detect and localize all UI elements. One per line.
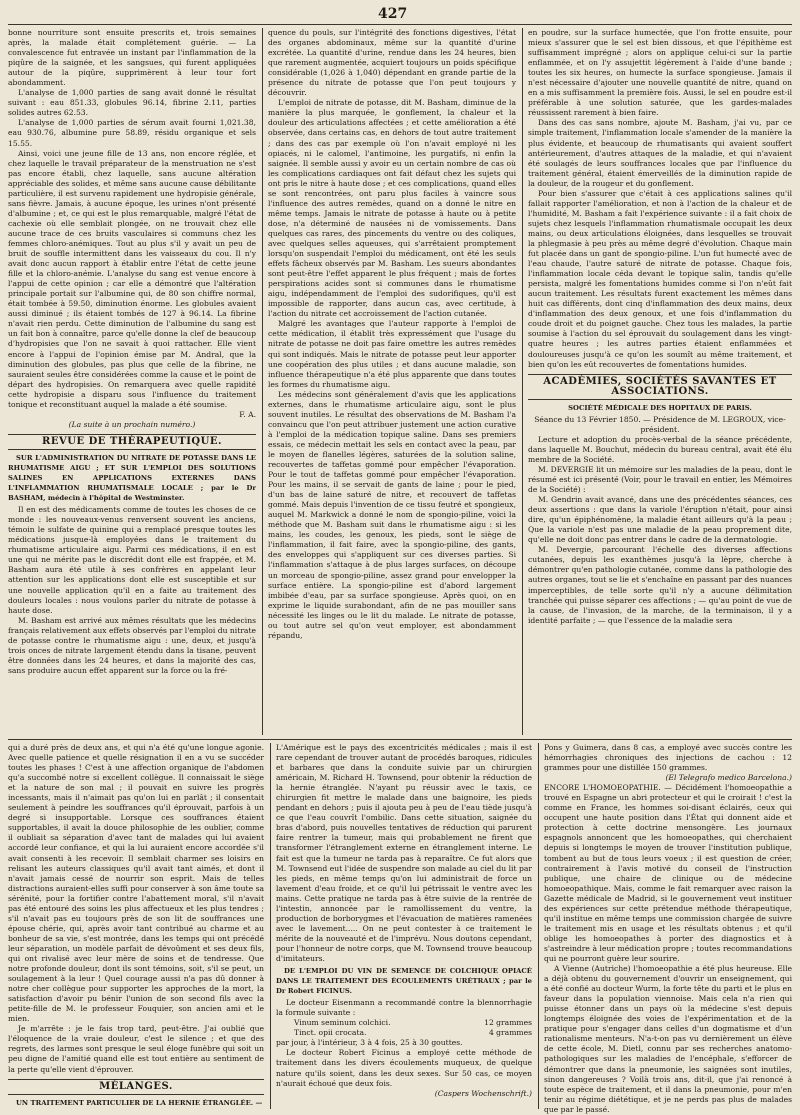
paragraph: M. DEVERGIE lit un mémoire sur les maladies de la peau, dont le résumé est ici présenté (Voir, pour le travail en entier, les Mémoires de la Société) : (528, 464, 792, 495)
paragraph: Pour bien s'assurer que c'était à ces applications salines qu'il fallait rapporter l'amélioration, et non à l'action de la chaleur et de l'humidité, M. Basham a fait l'expérience suivante : il a fait choix de sujets chez lesquels l'inflammation rhumatismale occupait les deux mains, ou deux articulations éloignées, dans lesquelles se trouvait la phlegmasie à peu près au même degré d'évolution. Chaque main fut placée dans un gant de spongio-piline. L'un fut humecté avec de l'eau chaude, l'autre saturé de nitrate de potasse. Chaque fois, l'inflammation locale céda devant le topique salin, tandis qu'elle persista, malgré les fomentations humides comme si l'on n'eût fait aucun traitement. Les résultats furent exactement les mêmes dans huit cas différents, dont cinq d'inflammation des deux mains, deux d'inflammation des deux genoux, et une fois d'inflammation du coude droit et du poignet gauche. Chez tous les malades, la partie soumise à l'action du sel éprouvait du soulagement dans les vingt-quatre heures ; les autres parties étaient enflammées et douloureuses jusqu'à ce qu'on les soumît au même traitement, et bien qu'on les eût recouvertes de fomentations humides. (528, 188, 792, 369)
suite-note (8, 420, 256, 430)
article-title-basham: SUR L'ADMINISTRATION DU NITRATE DE POTASSE DANS LE RHUMATISME AIGU ; ET SUR L'EMPLOI DES SOLUTIONS SALINES EN APPLICATIONS EXTERNES DANS L'INFLAMMATION RHUMATISMALE LOCALE ; par le Dr BASHAM, médecin à l'hôpital de Westminster. (8, 453, 256, 503)
paragraph: Malgré les avantages que l'auteur rapporte à l'emploi de cette médication, il établit très expressément que l'usage du nitrate de potasse ne doit pas faire omettre les autres remèdes qui sont indiqués. Mais le nitrate de potasse peut leur apporter une coopération des plus utiles ; et dans aucune maladie, son influence thérapeutique n'a été plus apparente que dans toutes les formes du rhumatisme aigu. (268, 319, 516, 389)
column-4 (8, 743, 264, 1109)
section-heading-academies: ACADÉMIES, SOCIÉTÉS SAVANTES ET ASSOCIATIONS. (528, 374, 792, 400)
formula-item: Vinum seminum colchici. (294, 1018, 391, 1028)
formula-row (294, 1028, 532, 1038)
section-heading-therapeutique: REVUE DE THÉRAPEUTIQUE. (8, 434, 256, 450)
column-divider (522, 28, 523, 735)
paragraph: L'analyse de 1,000 parties de sérum avait fourni 1,021.38, eau 930.76, albumine pure 58.89, résidu organique et sels 15.55. (8, 118, 256, 148)
paragraph: bonne nourriture sont ensuite prescrits et, trois semaines après, la malade était complétement guérie. — La convalescence fut entravée un instant par l'inflammation de la piqûre de la saignée, et les sangsues, qui furent appliquées autour de la piqûre, supprimèrent à leur tour fort abondamment. (8, 28, 256, 88)
formula-dose: 4 grammes (488, 1028, 532, 1038)
formula (276, 1018, 532, 1038)
formula-note: par jour, à l'intérieur, 3 à 4 fois, 25 à 30 gouttes. (276, 1038, 463, 1048)
source-text: (El Telegrafo medico Barcelona.) (665, 773, 792, 783)
paragraph: Ainsi, voici une jeune fille de 13 ans, non encore réglée, et chez laquelle le travail préparateur de la menstruation ne s'est pas encore établi, chez laquelle, sans aucune altération appréciable des solides, et même sans aucune cause débilitante particulière, il est survenu rapidement une hydropisie générale, sans fièvre. Jamais, à aucune époque, les urines n'ont présenté d'albumine ; et, ce qui est le plus remarquable, malgré l'état de cachexie où elle semblait plongée, on ne trouvait chez elle aucune trace de ces bruits vasculaires si communs chez les femmes chloro-anémiques. Tout au plus s'il y avait un peu de bruit de souffle intermittent dans les vaisseaux du cou. Il n'y avait donc aucun rapport à établir entre l'état de cette jeune fille et la chloro-anémie. L'analyse du sang est venue encore à l'appui de cette opinion ; car elle a démontré que l'altération principale portait sur l'albumine qui, de 80 son chiffre normal, était tombée à 59.50, diminution énorme. Les globules avaient aussi diminué ; ils étaient tombés de 127 à 96.14. La fibrine n'avait rien perdu. Cette diminution de l'albumine du sang est un fait bon à connaître, parce qu'elle donne la clef de beaucoup d'hydropisies que l'on ne savait à quoi rattacher. Elle vient encore à l'appui de l'opinion émise par M. Andral, que la diminution des globules, pas plus que celle de la fibrine, ne sauraient seules être considérées comme la cause et le point de départ des hydropisies. On remarquera avec quelle rapidité cette hydropisie a disparu sous l'influence du traitement tonique et reconstituant auquel la malade a été soumise. (8, 148, 256, 409)
paragraph: Je m'arrête : je le fais trop tard, peut-être. J'ai oublié que l'éloquence de la vraie douleur, c'est le silence ; et que des regrets, des larmes sont presque le seul éloge funèbre qui soit un peu digne de l'amitié quand elle est tout entière au sentiment de la perte qu'elle vient d'éprouver. (8, 1024, 264, 1074)
source-citation (544, 773, 792, 783)
column-6 (544, 743, 792, 1114)
paragraph: L'analyse de 1,000 parties de sang avait donné le résultat suivant : eau 851.33, globules 96.14, fibrine 2.11, parties solides autres 62.53. (8, 88, 256, 118)
formula-dose: 12 grammes (484, 1018, 532, 1028)
paragraph: Lecture et adoption du procès-verbal de la séance précédente, dans laquelle M. Bouchut, médecin du bureau central, avait été élu membre de la Société. (528, 434, 792, 464)
section-heading-melanges: MÉLANGES. (8, 1079, 264, 1095)
source-text: (Caspers Wochenschrift.) (434, 1088, 532, 1098)
article-title-hernie: UN TRAITEMENT PARTICULIER DE LA HERNIE ÉTRANGLÉE. — (16, 1098, 263, 1107)
column-5 (276, 743, 532, 1109)
header-rule (8, 24, 792, 25)
paragraph: Dans des cas sans nombre, ajoute M. Basham, j'ai vu, par ce simple traitement, l'inflammation locale s'amender de la manière la plus évidente, et beaucoup de rhumatisants qui avaient souffert antérieurement, d'autres attaques de la maladie, et qui n'avaient été soulagés de leurs souffrances locales que par l'influence du traitement général, étaient émerveillés de la diminution rapide de la douleur, de la rougeur et du gonflement. (528, 118, 792, 188)
paragraph: A Vienne (Autriche) l'homoeopathie a été plus heureuse. Elle a déjà obtenu du gouvernement d'ouvrir un enseignement, qui a été confié au docteur Wurm, la forte tête du parti et le plus en faveur dans la population viennoise. Mais cela n'a rien qui puisse étonner dans un pays où la médecine s'est depuis longtemps éloignée des voies de l'expérimentation et de la pratique pour s'engager dans celles d'un dogmatisme et d'un rationalisme menteurs. N'a-t-on pas vu dernièrement un élève de cette école, M. Dietl, connu par ses recherches anatomo-pathologiques sur les maladies de l'encéphale, s'efforcer de démontrer que dans la pneumonie, les saignées sont inutiles, sinon dangereuses ? Voilà trois ans, dit-il, que j'ai renoncé à toute espèce de traitement, et il dans la pneumonie, pour m'en tenir au régime diététique, et je ne perds pas plus de malades que par le passé. (544, 964, 792, 1114)
column-divider (262, 28, 263, 735)
paragraph: Le docteur Robert Ficinus a employé cette méthode de traitement dans les divers écoulements muqueux, de quelque nature qu'ils soient, dans les deux sexes. Sur 50 cas, ce moyen n'aurait échoué que deux fois. (276, 1048, 532, 1088)
seance-line: Séance du 13 Février 1850. — Présidence de M. LEGROUX, vice-président. (534, 414, 786, 434)
paragraph: Les médecins sont généralement d'avis que les applications externes, dans le rhumatisme articulaire aigu, sont le plus souvent inutiles. Le résultat des observations de M. Basham l'a convaincu que l'on peut attribuer justement une action curative à l'emploi de la médication topique saline. Dans ses premiers essais, ce médecin mettait les sels en contact avec la peau, par le moyen de flanelles légères, saturées de la solution saline, recouvertes de taffetas gommé pour empêcher l'évaporation. Pour le tout de taffetas gommé pour empêcher l'évaporation. Pour les mains, il se servait de gants de laine ; pour le pied, d'un bas de laine saturé de nitre, et recouvert de taffetas gommé. Mais depuis l'invention de ce tissu feutré et spongieux, auquel M. Markwick a donné le nom de spongio-piline, voici la méthode que M. Basham suit dans le rhumatisme aigu : si les mains, les coudes, les genoux, les pieds, sont le siège de l'inflammation, il fait faire, avec la spongio-piline, des gants, des enveloppes qui s'appliquent sur ces diverses parties. Si l'inflammation s'attaque à de plus larges surfaces, on découpe un morceau de spongio-piline, assez grand pour envelopper la surface entière. La spongio-piline est d'abord largement imbibée d'eau, par sa surface spongieuse. Après quoi, on en exprime le liquide surabondant, afin de ne pas mouiller sans nécessité les linges ou le lit du malade. Le nitrate de potasse, ou tout autre sel qu'on veut employer, est abondamment répandu, (268, 389, 516, 640)
paragraph: L'Amérique est le pays des excentricités médicales ; mais il est rare cependant de trouver autant de procédés baroques, ridicules et barbares que dans la conduite suivie par un chirurgien américain, M. Richard H. Townsend, pour obtenir la réduction de la hernie étranglée. N'ayant pu réussir avec le taxis, ce chirurgien fit mettre le malade dans une baignoire, les pieds pendant en dehors ; puis il ajouta peu à peu de l'eau tiède jusqu'à ce que l'eau couvrît l'ombilic. Dans cette situation, saignée du bras d'abord, puis nouvelles tentatives de réduction qui parurent faire rentrer la tumeur, mais qui probablement ne firent que transformer l'étranglement externe en étranglement interne. Le fait est que la tumeur ne tarda pas à reparaître. Ce fut alors que M. Townsend eut l'idée de suspendre son malade au ciel du lit par les pieds, en même temps qu'on lui administrait de force un lavement d'eau froide, et ce qu'il lui pétrissait le ventre avec les mains. Cette pratique ne tarda pas à être suivie de la rentrée de l'intestin, annoncée par le ramollissement du ventre, la production de borborygmes et l'évacuation de matières ramenées avec le lavement..... On ne peut contester à ce traitement le mérite de la nouveauté et de l'imprévu. Nous doutons cependant, pour l'honneur de notre corps, que M. Townsend trouve beaucoup d'imitateurs. (276, 743, 532, 963)
page-number: 427 (378, 6, 408, 22)
column-2 (268, 28, 516, 735)
paragraph: en poudre, sur la surface humectée, que l'on frotte ensuite, pour mieux s'assurer que le sel est bien dissous, et que l'épithème est suffisamment imprégné ; alors on applique celui-ci sur la partie enflammée, et on l'y assujettit légèrement à l'aide d'une bande ; toutes les six heures, on humecte la surface spongieuse. Jamais il n'est nécessaire d'ajouter une nouvelle quantité de nitre, quand on en a mis suffisamment la première fois. Aussi, le sel en poudre est-il préférable à une solution saturée, que les gardes-malades réussissent rarement à bien faire. (528, 28, 792, 118)
article-title-colchique: DE L'EMPLOI DU VIN DE SEMENCE DE COLCHIQUE OPIACÉ DANS LE TRAITEMENT DES ÉCOULEMENTS URÉTRAUX ; par le Dr Robert FICINUS. (276, 967, 532, 996)
column-divider (538, 743, 539, 1109)
paragraph: Le docteur Eisenmann a recommandé contre la blennorrhagie la formule suivante : (276, 998, 532, 1018)
society-title: SOCIÉTÉ MÉDICALE DES HOPITAUX DE PARIS. (568, 403, 752, 412)
formula-row (294, 1018, 532, 1028)
paragraph: qui a duré près de deux ans, et qui n'a été qu'une longue agonie. Avec quelle patience et quelle résignation il en a vu se succéder toutes les phases ! C'est à une affection organique de l'abdomen qu'a succombé notre si excellent collègue. Il connaissait le siège et la nature de son mal ; il pouvait en suivre les progrès incessants, mais il n'aimait pas qu'on lui en parlât ; il consentait seulement à peindre les souffrances qu'il éprouvait, parfois à un degré si insupportable. Lorsque ces souffrances étaient supportables, il avait la douce philosophie de les oublier, comme il oubliait sa séparation d'avec tant de malades qui lui avaient accordé leur confiance, et qui la lui auraient encore accordée s'il avait consenti à les recevoir. Il semblait charmer ses loisirs en relisant les auteurs classiques qu'il avait tant aimés, et dont il n'avait jamais cessé de nourrir son esprit. Mais de telles distractions auraient-elles suffi pour conserver à son âme toute sa sérénité, pour la fortifier contre l'abattement moral, s'il n'avait pas été entouré des soins les plus affectueux et les plus tendres ; s'il n'avait pas eu toujours près de son lit de souffrances une épouse chérie, qui, après avoir tant contribué au charme et au bonheur de sa vie, s'est montrée, dans les temps qui ont précédé leur séparation, un modèle parfait de dévoûment et ses deux fils, qui ont rivalisé avec leur mère de soins et de tendresse. Que notre profonde douleur, dont ils sont témoins, soit, s'il se peut, un soulagement à la leur ! Quel courage aussi n'a pas dû donner à notre cher collègue pour supporter les approches de la mort, la satisfaction d'avoir pu bénir l'union de son second fils avec la petite-fille de M. le professeur Fouquier, son ancien ami et le mien. (8, 743, 264, 1024)
column-3 (528, 28, 792, 735)
column-divider (270, 743, 271, 1109)
source-citation (276, 1089, 532, 1099)
suite-text: (La suite à un prochain numéro.) (68, 419, 196, 429)
signature: F. A. (239, 409, 256, 419)
column-1 (8, 28, 256, 735)
paragraph: Pons y Guimera, dans 8 cas, a employé avec succès contre les hémorrhagies chroniques des injections de cachou : 12 grammes pour une distillée 150 grammes. (544, 743, 792, 773)
middle-rule (8, 739, 792, 740)
paragraph: M. Devergie, parcourant l'échelle des diverses affections cutanées, depuis les exanthèmes jusqu'à la lèpre, cherche à démontrer qu'en pathologie cutanée, comme dans la pathologie des autres organes, tout se lie et s'enchaîne en passant par des nuances imperceptibles, de telle sorte qu'il n'y a aucune délimitation tranchée qui puisse séparer ces affections ; — qu'au point de vue de la cause, de l'invasion, de la marche, de la terminaison, il y a identité parfaite ; — que l'essence de la maladie sera (528, 545, 792, 625)
paragraph: ENCORE L'HOMOEOPATHIE. — Décidément l'homoeopathie a trouvé en Espagne un abri protecteur et qui le croirait ! c'est la comme en France, les hommes soi-disant éclairés, ceux qui occupent une haute position dans l'État qui donnent aide et protection à cette doctrine mensongère. Les journaux espagnols annoncent que les homoeopathes, qui cherchaient depuis si longtemps le moyen de trouver l'institution publique, tombent au but de tous leurs voeux ; il est question de créer, contrairement à l'avis motivé du conseil de l'instruction publique, une chaire de clinique ou de médecine homoeopathique. Mais, comme le fait remarquer avec raison la Gazette médicale de Madrid, si le gouvernement veut instituer des expériences sur cette prétendue méthode thérapeutique, qu'il institue en même temps une commission chargée de suivre le traitement mis en usage et les résultats obtenus ; et qu'il oblige les homoeopathes à porter des diagnostics et à s'astreindre à leur médication propre ; toutes recommandations qui ne pourront guère leur sourire. (544, 783, 792, 963)
paragraph: quence du pouls, sur l'intégrité des fonctions digestives, l'état des organes abdominaux, même sur la quantité d'urine excrétée. La quantité d'urine, rendue dans les 24 heures, bien que rarement augmentée, acquiert toujours un poids spécifique considérable (1,026 à 1,040) dépendant en grande partie de la présence du nitrate de potasse que l'on peut toujours y découvrir. (268, 28, 516, 98)
formula-item: Tinct. opii crocata. (294, 1028, 367, 1038)
paragraph: M. Basham est arrivé aux mêmes résultats que les médecins français relativement aux effets observés par l'emploi du nitrate de potasse contre le rhumatisme aigu : une, deux, et jusqu'à trois onces de nitrate largement étendu dans la tisane, peuvent être données dans les 24 heures, et dans la majorité des cas, sans produire aucun effet apparent sur la force ou la fré- (8, 615, 256, 675)
col1-top-paragraphs (8, 28, 256, 410)
paragraph: Il en est des médicaments comme de toutes les choses de ce monde : les nouveaux-venus renversent souvent les anciens, témoin le sulfate de quinine qui a remplacé presque toutes les médications jusque-là employées dans le traitement du rhumatisme articulaire aigu. Parmi ces médications, il en est une qui ne mérite pas le discrédit dont elle est frappée, et M. Basham aura été utile à ses confrères en appelant leur attention sur les applications dont elle est susceptible et sur une nouvelle application qu'il en a faite au traitement des douleurs locales : nous voulons parler du nitrate de potasse à haute dose. (8, 505, 256, 615)
paragraph: M. Gendrin avait avancé, dans une des précédentes séances, ces deux assertions : que dans la variole l'éruption n'était, pour ainsi dire, qu'un épiphénomène, la maladie étant ailleurs qu'à la peau ; Que la variole n'est pas une maladie de la peau proprement dite, qu'elle ne doit donc pas entrer dans le cadre de la dermatologie. (528, 495, 792, 545)
paragraph: L'emploi de nitrate de potasse, dit M. Basham, diminue de la manière la plus marquée, le gonflement, la chaleur et la douleur des articulations affectées ; et cette amélioration a été observée, dans certains cas, en dehors de tout autre traitement ; dans des cas par exemple où l'on n'avait employé ni les opiacés, ni le calomel, l'antimoine, les purgatifs, ni enfin la saignée. Il semble aussi y avoir eu un certain nombre de cas où les complications cardiaques ont fait défaut chez les sujets qui ont pris le nitre à haute dose ; et ces complications, quand elles se sont rencontrées, ont paru plus faciles à vaincre sous l'influence des autres remèdes, quand on a donné le nitre en même temps. Jamais le nitrate de potasse à haute ou à petite dose, n'a déterminé de nausées ni de vomissements. Dans quelques cas rares, des pincements du ventre ou des coliques, avec quelques selles aqueuses, qui s'arrêtaient promptement lorsqu'on suspendait l'emploi du médicament, ont été les seuls effets fâcheux observés par M. Basham. Les sueurs abondantes sont peut-être l'effet apparent le plus fréquent ; mais de fortes perspirations acides sont si communes dans le rhumatisme aigu, indépendamment de l'emploi des sudorifiques, qu'il est impossible de rapporter, dans aucun cas, avec certitude, à l'action du nitrate cet accroissement de l'action cutanée. (268, 98, 516, 319)
